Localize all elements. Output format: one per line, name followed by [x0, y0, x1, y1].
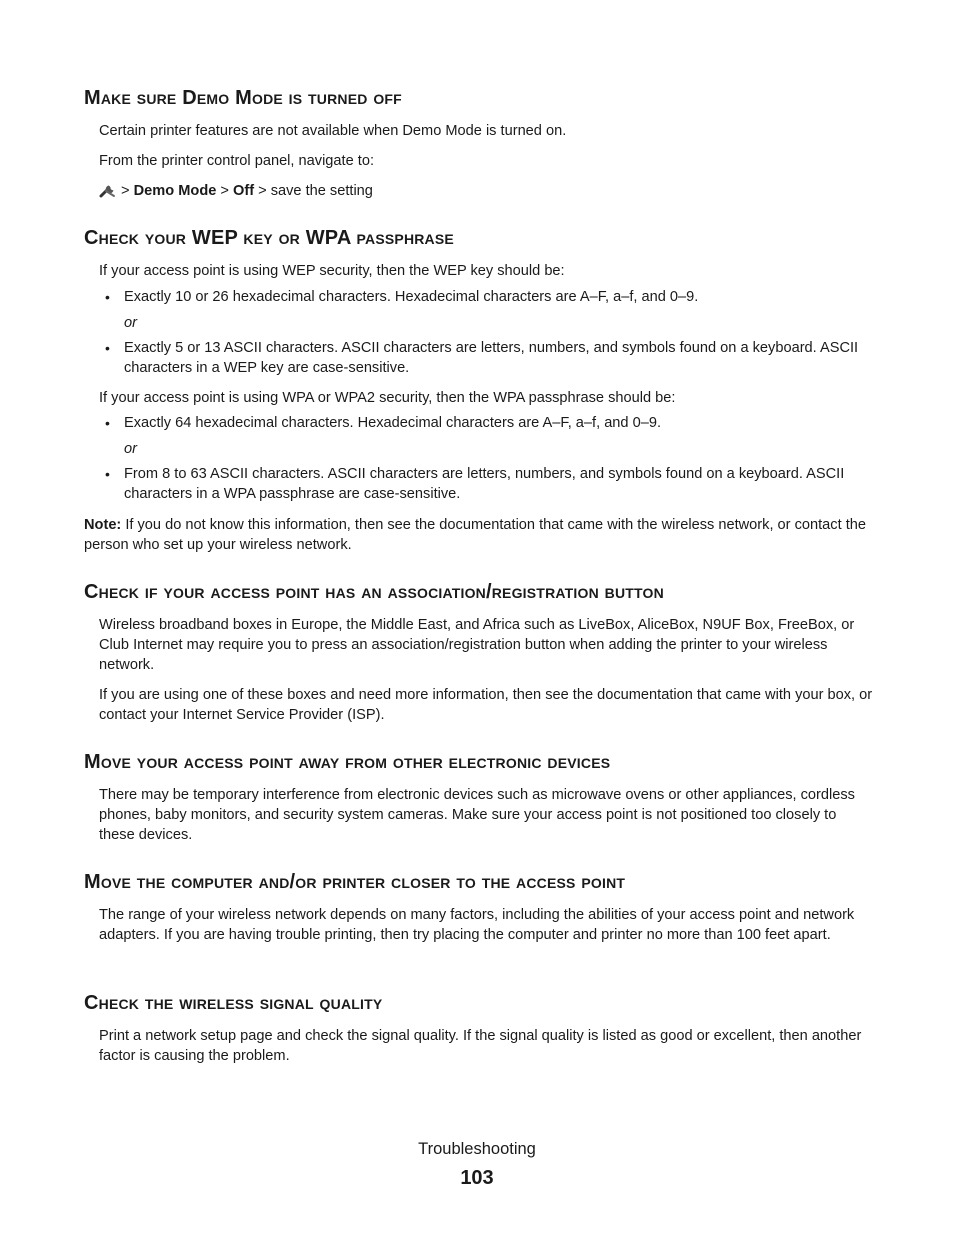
or-text: or	[124, 315, 137, 331]
heading-move-access-point: Move your access point away from other electronic devices	[84, 751, 611, 773]
bullet-glyph: •	[105, 466, 110, 482]
list-item-text: Exactly 64 hexadecimal characters. Hexadecimal characters are A–F, a–f, and 0–9.	[124, 415, 662, 431]
paragraph: Certain printer features are not available when Demo Mode is turned on.	[99, 123, 567, 139]
list-item-text: Exactly 10 or 26 hexadecimal characters. Hexadecimal characters are A–F, a–f, and 0–9.	[124, 289, 699, 305]
paragraph: If you are using one of these boxes and need more information, then see the documentation that came with your box, or contact your Internet Service Provider (ISP).	[99, 687, 873, 723]
heading-demo-mode: Make sure Demo Mode is turned off	[84, 87, 402, 109]
paragraph: There may be temporary interference from electronic devices such as microwave ovens or other appliances, cordless phones, baby monitors, and security system cameras. Make sure your access point is not positioned too closely to these devices.	[99, 787, 855, 843]
note	[84, 515, 874, 555]
paragraph: The range of your wireless network depends on many factors, including the abilities of your access point and network adapters. If you are having trouble printing, then try placing the computer and printer no more than 100 feet apart.	[99, 907, 855, 943]
footer-chapter-label: Troubleshooting	[418, 1140, 536, 1158]
paragraph: Wireless broadband boxes in Europe, the Middle East, and Africa such as LiveBox, AliceBox, N9UF Box, FreeBox, or Club Internet may require you to press an association/registration button when adding the printer to your wireless network.	[99, 617, 855, 673]
wrench-icon	[99, 182, 117, 198]
note-text: If you do not know this information, then see the documentation that came with the wireless network, or contact the person who set up your wireless network.	[84, 517, 866, 553]
heading-move-closer: Move the computer and/or printer closer to the access point	[84, 871, 626, 893]
nav-separator: >	[216, 183, 233, 199]
paragraph: Print a network setup page and check the signal quality. If the signal quality is listed as good or excellent, then another factor is causing the problem.	[99, 1028, 862, 1064]
list-item	[105, 413, 875, 433]
note-label: Note:	[84, 517, 122, 533]
bullet-glyph: •	[105, 289, 110, 305]
bullet-glyph: •	[105, 415, 110, 431]
list-item-text: Exactly 5 or 13 ASCII characters. ASCII characters are letters, numbers, and symbols found on a keyboard. ASCII characters in a WEP key are case-sensitive.	[124, 340, 859, 376]
navigation-path	[99, 181, 373, 201]
list-item	[105, 338, 875, 378]
paragraph: From the printer control panel, navigate to:	[99, 153, 374, 169]
paragraph: If your access point is using WEP security, then the WEP key should be:	[99, 263, 565, 279]
nav-tail: > save the setting	[254, 183, 373, 199]
heading-signal-quality: Check the wireless signal quality	[84, 992, 383, 1014]
heading-wep-wpa: Check your WEP key or WPA passphrase	[84, 227, 454, 249]
paragraph: If your access point is using WPA or WPA2 security, then the WPA passphrase should be:	[99, 390, 676, 406]
heading-association-button: Check if your access point has an association/registration button	[84, 581, 664, 603]
or-text: or	[124, 441, 137, 457]
nav-item-off: Off	[232, 183, 255, 199]
list-item	[105, 464, 875, 504]
nav-item-demo-mode: Demo Mode	[133, 183, 217, 199]
page-number: 103	[460, 1167, 494, 1189]
list-item	[105, 287, 875, 307]
list-item-text: From 8 to 63 ASCII characters. ASCII characters are letters, numbers, and symbols found on a keyboard. ASCII characters in a WPA passphrase are case-sensitive.	[124, 466, 845, 502]
nav-separator: >	[117, 183, 134, 199]
bullet-glyph: •	[105, 340, 110, 356]
